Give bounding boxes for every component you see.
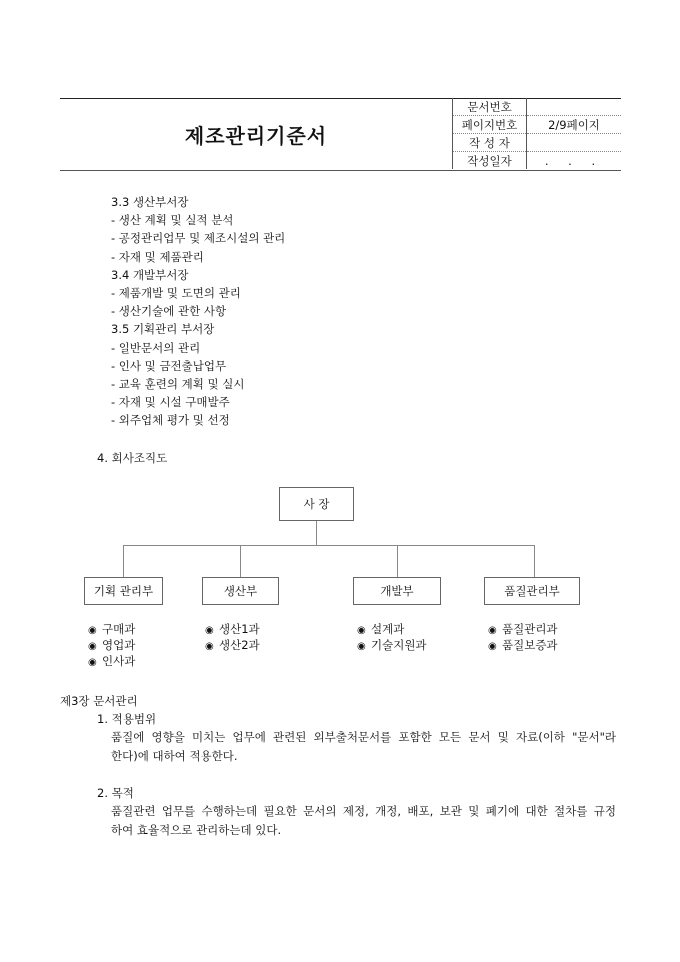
chapter-title: 제3장 문서관리 xyxy=(60,694,138,708)
duty-item: - 일반문서의 관리 xyxy=(111,340,201,355)
org-box-ceo: 사 장 xyxy=(279,487,354,521)
bullet-icon: ◉ xyxy=(357,625,366,636)
paragraph-line: 품질에 영향을 미치는 업무에 관련된 외부출처문서를 포함한 모든 문서 및 자료(이하 "문서"라 xyxy=(111,730,616,744)
org-team-item: ◉ 구매과 xyxy=(88,621,135,639)
duty-item: - 자재 및 제품관리 xyxy=(111,249,204,264)
bullet-icon: ◉ xyxy=(88,625,97,636)
paragraph-line: 하여 효율적으로 관리하는데 있다. xyxy=(111,822,282,837)
duty-item: - 인사 및 금전출납업무 xyxy=(111,358,227,373)
meta-label: 문서번호 xyxy=(453,98,527,116)
section-body-purpose xyxy=(111,802,616,839)
meta-row-author xyxy=(453,134,622,152)
meta-row-doc-number xyxy=(453,98,622,116)
duty-item: - 자재 및 시설 구매발주 xyxy=(111,395,230,410)
org-connector-drop xyxy=(397,545,398,577)
duty-heading: 3.5 기획관리 부서장 xyxy=(111,322,215,337)
meta-row-date xyxy=(453,152,622,170)
org-team-item: ◉ 품질관리과 xyxy=(488,621,558,639)
document-title: 제조관리기준서 xyxy=(184,123,328,148)
meta-value: . . . xyxy=(544,153,604,168)
bullet-icon: ◉ xyxy=(205,625,214,636)
meta-label: 작 성 자 xyxy=(453,134,527,152)
duty-item: - 생산기술에 관한 사항 xyxy=(111,304,227,319)
header-bottom-rule xyxy=(60,170,621,171)
duty-item: - 교육 훈련의 계획 및 실시 xyxy=(111,377,245,392)
duty-heading: 3.4 개발부서장 xyxy=(111,267,189,282)
duty-heading: 3.3 생산부서장 xyxy=(111,195,189,209)
section-heading-purpose: 2. 목적 xyxy=(97,786,134,800)
meta-value: 2/9페이지 xyxy=(527,116,622,134)
document-meta-table xyxy=(452,98,621,169)
org-team-item: ◉ 영업과 xyxy=(88,637,135,655)
duty-item: - 외주업체 평가 및 선정 xyxy=(111,413,230,428)
duties-list xyxy=(111,193,285,430)
org-team-item: ◉ 생산1과 xyxy=(205,621,260,639)
bullet-icon: ◉ xyxy=(88,657,97,668)
meta-row-page-number xyxy=(453,116,622,134)
section-body-scope xyxy=(111,728,616,765)
bullet-icon: ◉ xyxy=(205,641,214,652)
org-connector-drop xyxy=(240,545,241,577)
paragraph-line: 한다)에 대하여 적용한다. xyxy=(111,748,238,763)
org-connector-drop xyxy=(534,545,535,577)
org-team-item: ◉ 설계과 xyxy=(357,621,404,639)
bullet-icon: ◉ xyxy=(488,625,497,636)
meta-label: 페이지번호 xyxy=(453,116,527,134)
org-connector-vertical xyxy=(316,521,317,545)
org-connector-horizontal xyxy=(123,545,534,546)
org-connector-drop xyxy=(123,545,124,577)
meta-label: 작성일자 xyxy=(453,152,527,170)
duty-item: - 공정관리업무 및 제조시설의 관리 xyxy=(111,231,286,246)
org-team-item: ◉ 품질보증과 xyxy=(488,637,558,655)
paragraph-line: 품질관련 업무를 수행하는데 필요한 문서의 제정, 개정, 배포, 보관 및 폐기에 대한 절차를 규정 xyxy=(111,804,616,818)
duty-item: - 생산 계획 및 실적 분석 xyxy=(111,213,234,228)
duty-item: - 제품개발 및 도면의 관리 xyxy=(111,286,241,301)
org-box-production: 생산부 xyxy=(202,577,279,605)
org-team-item: ◉ 인사과 xyxy=(88,653,135,671)
org-chart-heading: 4. 회사조직도 xyxy=(97,451,168,465)
org-box-planning: 기획 관리부 xyxy=(84,577,163,605)
meta-value xyxy=(527,98,622,116)
meta-value xyxy=(527,134,622,152)
org-box-development: 개발부 xyxy=(353,577,441,605)
org-team-item: ◉ 생산2과 xyxy=(205,637,260,655)
bullet-icon: ◉ xyxy=(488,641,497,652)
org-box-quality: 품질관리부 xyxy=(484,577,580,605)
org-team-item: ◉ 기술지원과 xyxy=(357,637,427,655)
section-heading-scope: 1. 적용범위 xyxy=(97,712,157,726)
bullet-icon: ◉ xyxy=(88,641,97,652)
bullet-icon: ◉ xyxy=(357,641,366,652)
